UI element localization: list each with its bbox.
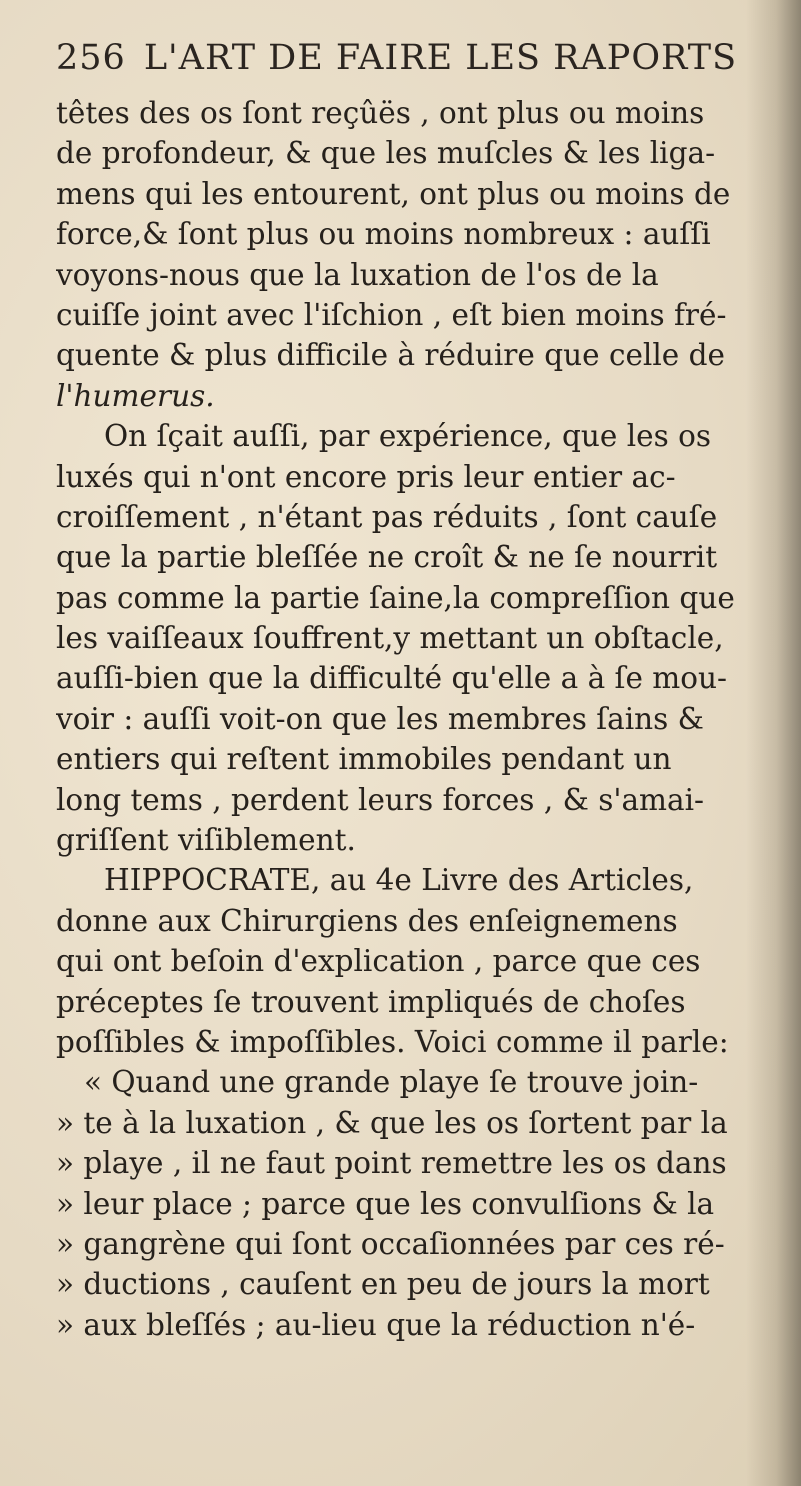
paragraph-start-line: On ſçait auſſi, par expérience, que les os bbox=[104, 419, 712, 454]
quote-line: » gangrène qui ſont occaſionnées par ces ré- bbox=[56, 1226, 725, 1261]
text-line: voyons-nous que la luxation de l'os de la bbox=[56, 257, 659, 292]
text-line: de profondeur, & que les muſcles & les liga- bbox=[56, 136, 716, 171]
text-line: préceptes ſe trouvent impliqués de choſes bbox=[56, 984, 686, 1019]
text-line: donne aux Chirurgiens des enſeignemens bbox=[56, 903, 678, 938]
running-title: L'ART DE FAIRE LES RAPORTS bbox=[143, 38, 738, 78]
page-body bbox=[56, 93, 796, 1345]
quote-line: « Quand une grande playe ſe trouve join- bbox=[84, 1065, 699, 1100]
text-line: cuiſſe joint avec l'iſchion , eſt bien moins fré- bbox=[56, 297, 727, 332]
text-line: luxés qui n'ont encore pris leur entier ac- bbox=[56, 459, 676, 494]
text-line: entiers qui reſtent immobiles pendant un bbox=[56, 742, 672, 777]
quote-line: » ductions , cauſent en peu de jours la mort bbox=[56, 1267, 710, 1302]
text-line: que la partie bleſſée ne croît & ne ſe nourrit bbox=[56, 540, 718, 575]
quote-line: » leur place ; parce que les convulſions & la bbox=[56, 1186, 715, 1221]
text-line: qui ont beſoin d'explication , parce que ces bbox=[56, 944, 701, 979]
text-line: mens qui les entourent, ont plus ou moins de bbox=[56, 176, 731, 211]
text-line: voir : auſſi voit-on que les membres ſains & bbox=[56, 701, 704, 736]
text-line: les vaiſſeaux ſouffrent,y mettant un obſtacle, bbox=[56, 621, 724, 656]
text-line: têtes des os ſont reçûës , ont plus ou moins bbox=[56, 96, 705, 130]
quote-line: » playe , il ne faut point remettre les os dans bbox=[56, 1146, 727, 1181]
text-line: long tems , perdent leurs forces , & s'amai- bbox=[56, 782, 705, 817]
page-number: 256 bbox=[56, 38, 126, 78]
running-header bbox=[56, 38, 737, 78]
text-line: poſſibles & impoſſibles. Voici comme il parle: bbox=[56, 1024, 729, 1059]
text-line: auſſi-bien que la difficulté qu'elle a à ſe mou- bbox=[56, 661, 727, 696]
text-line: quente & plus difficile à réduire que celle de bbox=[56, 338, 725, 373]
text-line: pas comme la partie ſaine,la compreſſion que bbox=[56, 580, 735, 615]
text-line: croiſſement , n'étant pas réduits , ſont cauſe bbox=[56, 499, 718, 534]
paragraph-start-line: HIPPOCRATE, au 4e Livre des Articles, bbox=[104, 863, 694, 898]
quote-line: » te à la luxation , & que les os ſortent par la bbox=[56, 1105, 728, 1140]
quote-line: » aux bleſſés ; au-lieu que la réduction n'é- bbox=[56, 1307, 696, 1342]
text-line: griſſent viſiblement. bbox=[56, 823, 356, 858]
text-line: l'humerus. bbox=[56, 378, 215, 413]
text-line: force,& ſont plus ou moins nombreux : auſſi bbox=[56, 217, 711, 252]
